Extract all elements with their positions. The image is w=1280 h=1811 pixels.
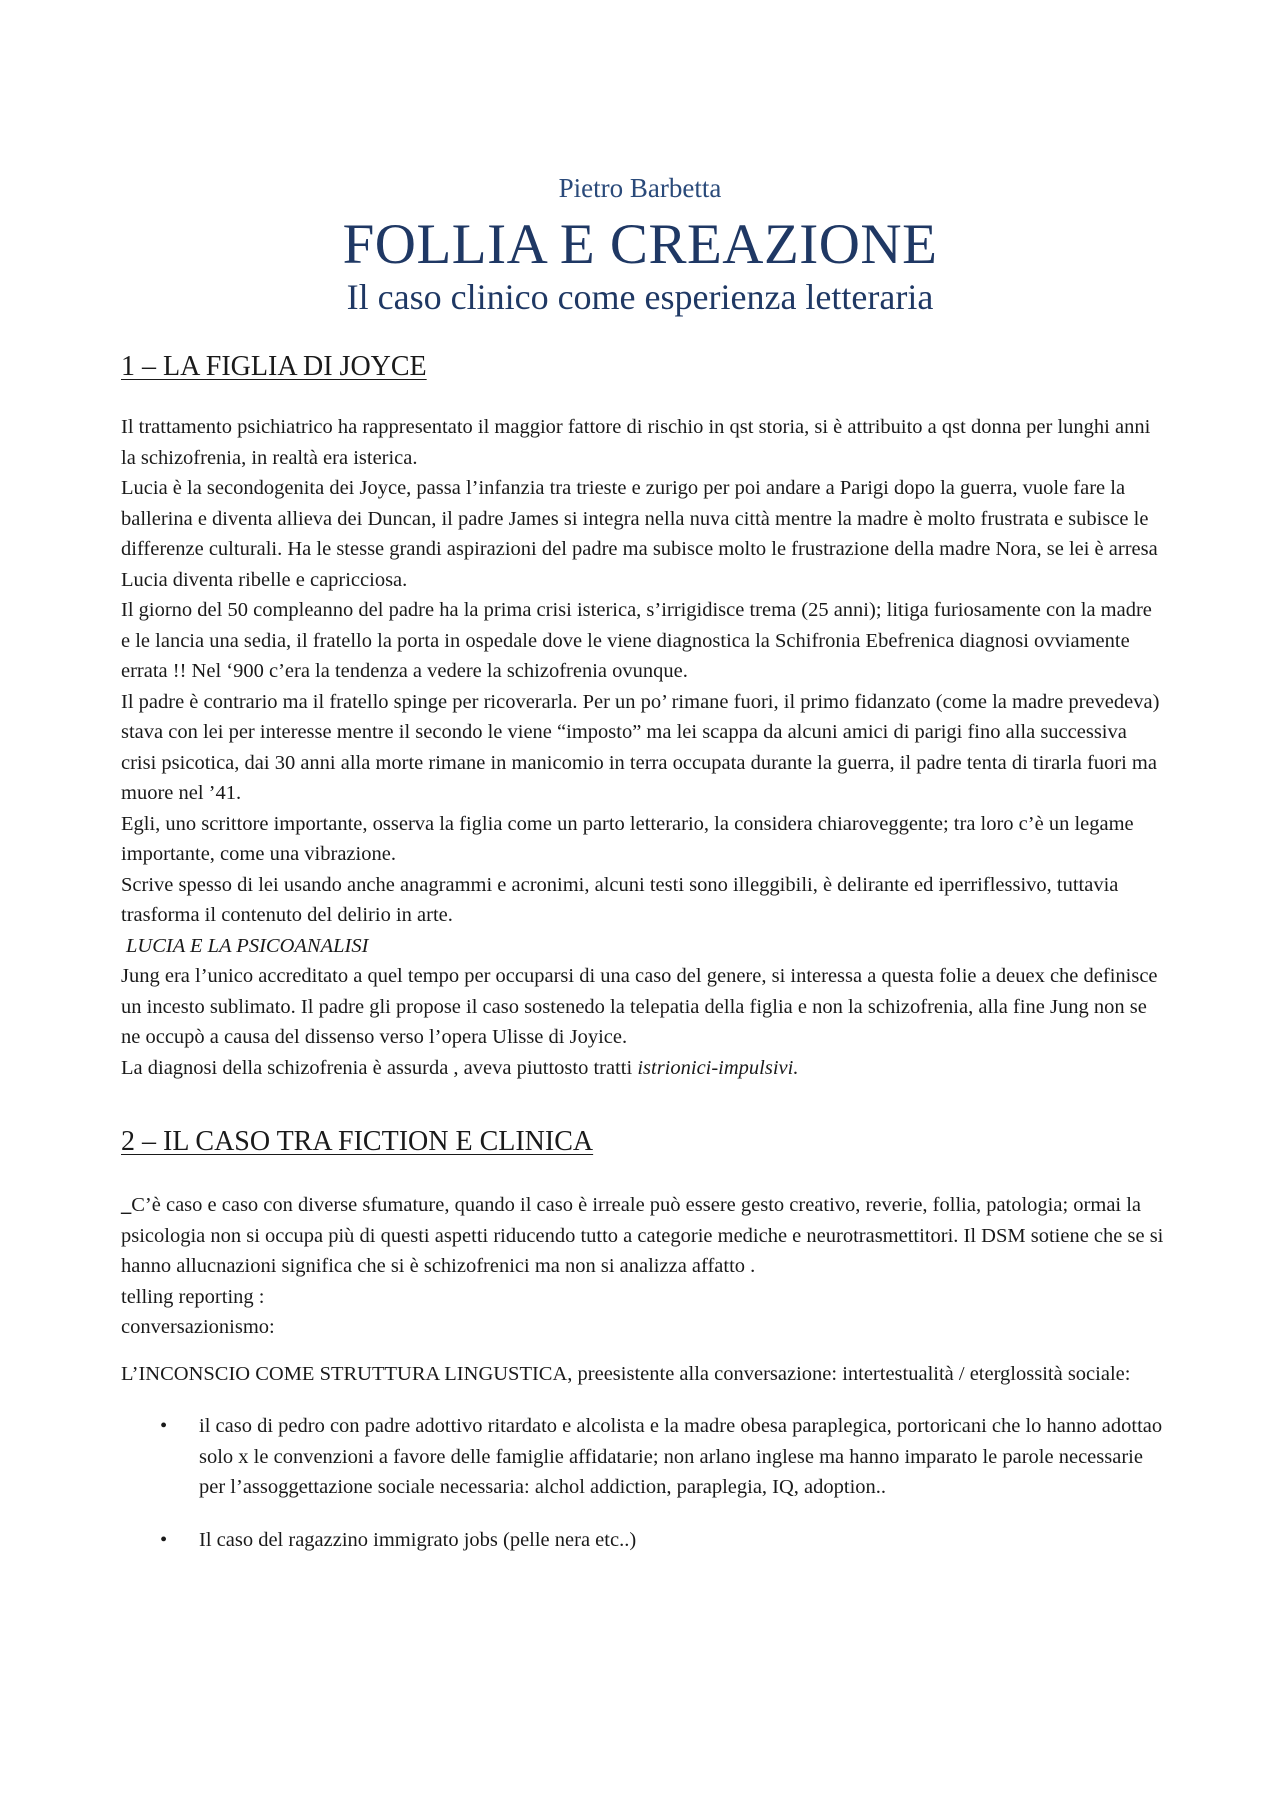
document-title: FOLLIA E CREAZIONE [342, 213, 938, 276]
bullet-icon: • [160, 1528, 168, 1551]
paragraph: Lucia è la secondogenita dei Joyce, passa l’infanzia tra trieste e zurigo per poi andare a Parigi dopo la guerra, vuole fare la ballerina e diventa allieva dei Duncan, il padre James si integra nella nuva città mentre la madre è molto frustrata e subisce le differenze culturali. Ha le stesse grandi aspirazioni del padre ma subisce molto le frustrazione della madre Nora, se lei è arresa Lucia diventa ribelle e capricciosa. [121, 477, 1158, 591]
paragraph: telling reporting : [121, 1285, 265, 1308]
document-subtitle: Il caso clinico come esperienza letteraria [346, 277, 934, 317]
paragraph: Il padre è contrario ma il fratello spinge per ricoverarla. Per un po’ rimane fuori, il primo fidanzato (come la madre prevedeva) stava con lei per interesse mentre il secondo le viene “imposto” ma lei scappa da alcuni amici di parigi fino alla successiva crisi psicotica, dai 30 anni alla morte rimane in manicomio in terra occupata durante la guerra, il padre tenta di tirarla fuori ma muore nel ’41. [121, 690, 1160, 804]
section-2-body [121, 1190, 1166, 1555]
paragraph: Scrive spesso di lei usando anche anagrammi e acronimi, alcuni testi sono illeggibili, è delirante ed iperriflessivo, tuttavia trasforma il contenuto del delirio in arte. [121, 873, 1119, 926]
list-item [121, 1525, 1166, 1556]
paragraph: Jung era l’unico accreditato a quel tempo per occuparsi di una caso del genere, si interessa a questa folie a deuex che definisce un incesto sublimato. Il padre gli propose il caso sostenedo la telepatia della figlia e non la schizofrenia, alla fine Jung non se ne occupò a causa del dissenso verso l’opera Ulisse di Joyice. [121, 965, 1158, 1048]
paragraph: Il trattamento psichiatrico ha rappresentato il maggior fattore di rischio in qst storia, si è attribuito a qst donna per lunghi anni la schizofrenia, in realtà era isterica. [121, 416, 1151, 469]
list-item [121, 1411, 1166, 1503]
paragraph: Egli, uno scrittore importante, osserva la figlia come un parto letterario, la considera chiaroveggente; tra loro c’è un legame importante, come una vibrazione. [121, 812, 1134, 865]
paragraph: Il giorno del 50 compleanno del padre ha la prima crisi isterica, s’irrigidisce trema (25 anni); litiga furiosamente con la madre e le lancia una sedia, il fratello la porta in ospedale dove le viene diagnostica la Schifronia Ebefrenica diagnosi ovviamente errata !! Nel ‘900 c’era la tendenza a vedere la schizofrenia ovunque. [121, 599, 1152, 682]
paragraph-text: C’è caso e caso con diverse sfumature, quando il caso è irreale può essere gesto creativo, reverie, follia, patologia; ormai la psicologia non si occupa più di questi aspetti riducendo tutto a categorie mediche e neurotrasmettitori. Il DSM sotiene che se si hanno allucnazioni significa che si è schizofrenici ma non si analizza affatto . [121, 1194, 1164, 1277]
list-item-text: il caso di pedro con padre adottivo ritardato e alcolista e la madre obesa paraplegica, portoricani che lo hanno adottao solo x le convenzioni a favore delle famiglie affidatarie; non arlano inglese ma hanno imparato le parole necessarie per l’assoggettazione sociale necessaria: alchol addiction, paraplegia, IQ, adoption.. [199, 1415, 1163, 1498]
paragraph: conversazionismo: [121, 1316, 275, 1338]
subsection-heading: LUCIA E LA PSICOANALISI [126, 934, 369, 957]
section-2-heading: 2 – IL CASO TRA FICTION E CLINICA [121, 1126, 594, 1157]
paragraph: L’INCONSCIO COME STRUTTURA LINGUSTICA, preesistente alla conversazione: intertestualità / eterglossità sociale: [121, 1362, 1131, 1385]
underscore-mark: _ [121, 1194, 132, 1216]
paragraph [121, 1190, 1166, 1282]
bullet-icon: • [160, 1415, 168, 1437]
paragraph [121, 1053, 1166, 1084]
section-1-heading: 1 – LA FIGLIA DI JOYCE [121, 351, 427, 382]
section-1-body [121, 412, 1166, 1083]
italic-emphasis: istrionici-impulsivi. [637, 1056, 799, 1079]
author-name: Pietro Barbetta [558, 173, 722, 203]
list-item-text: Il caso del ragazzino immigrato jobs (pelle nera etc..) [199, 1528, 637, 1551]
paragraph-text: La diagnosi della schizofrenia è assurda , aveva piuttosto tratti [121, 1056, 638, 1079]
